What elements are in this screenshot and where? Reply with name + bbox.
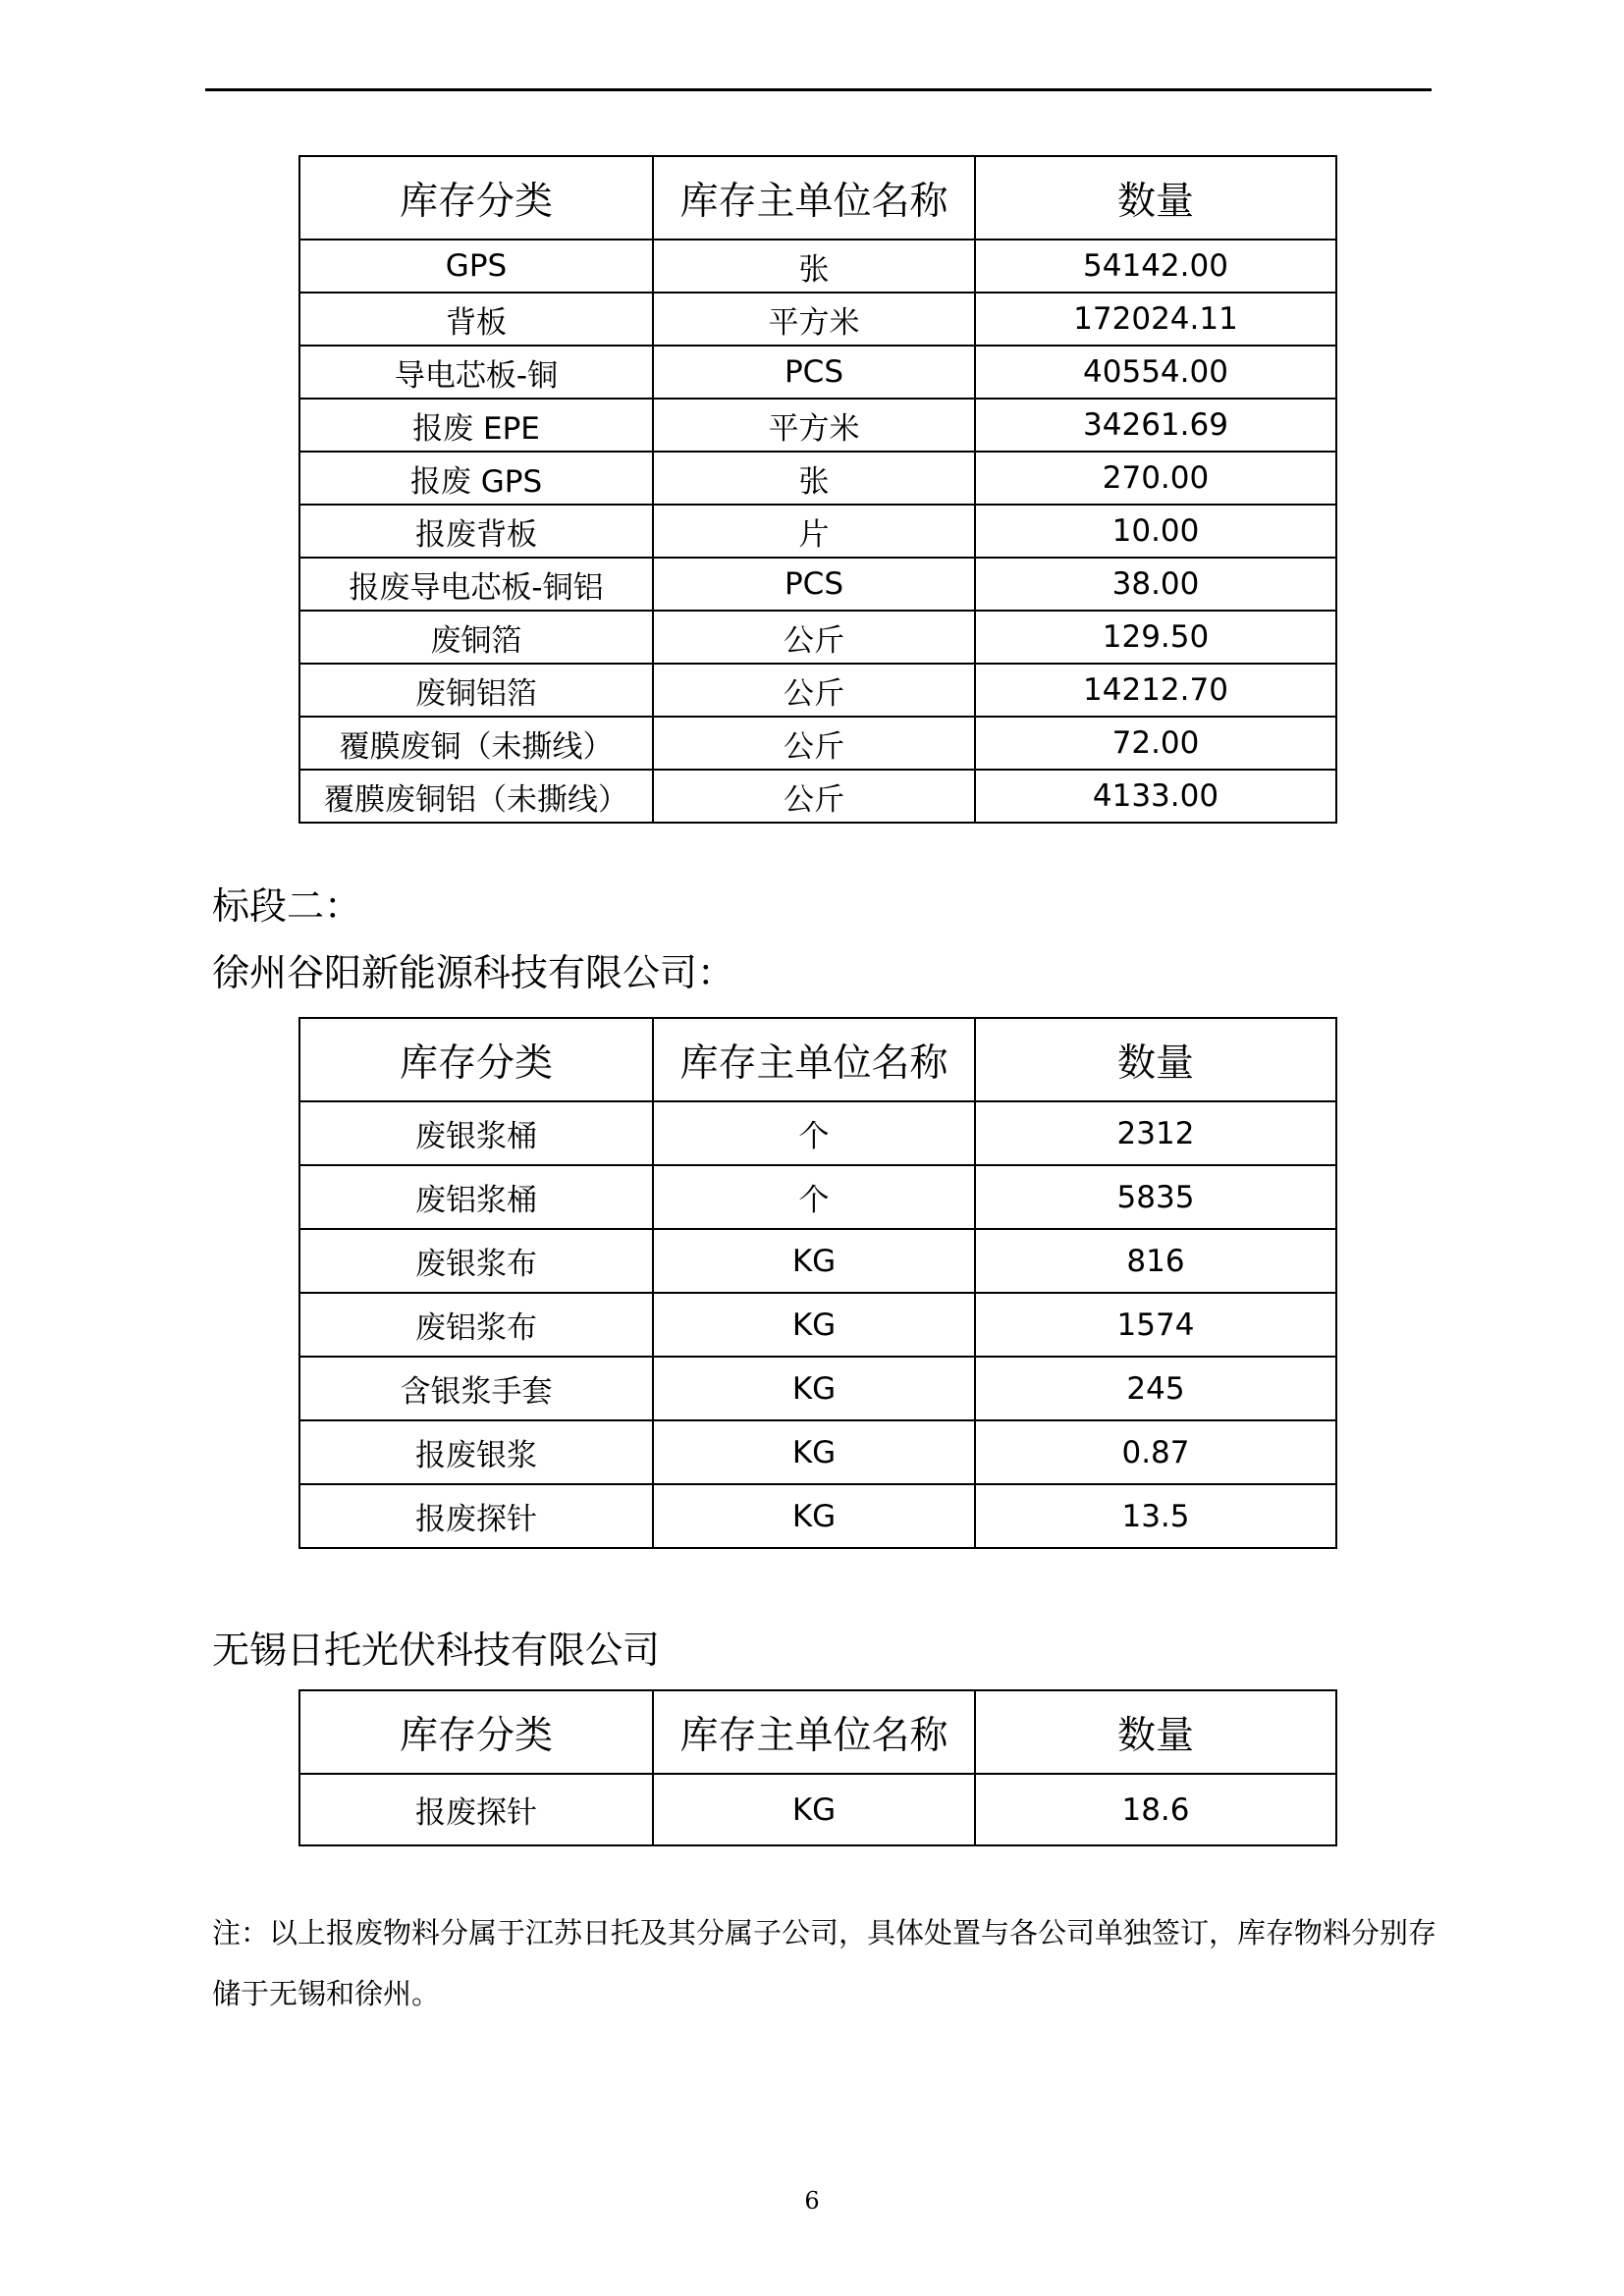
cell-quantity: 172024.11 <box>975 293 1336 346</box>
section-label: 标段二： <box>212 884 362 928</box>
cell-unit: 平方米 <box>653 399 975 452</box>
table-row <box>299 452 1336 505</box>
inventory-table-1 <box>298 155 1337 824</box>
table-row <box>299 399 1336 452</box>
cell-unit: 张 <box>653 240 975 293</box>
cell-category: 报废银浆 <box>299 1420 653 1484</box>
cell-category: 报废探针 <box>299 1484 653 1548</box>
table-row <box>299 1484 1336 1548</box>
cell-category: 含银浆手套 <box>299 1357 653 1420</box>
cell-category: 废银浆桶 <box>299 1101 653 1165</box>
cell-quantity: 14212.70 <box>975 664 1336 717</box>
cell-unit: 公斤 <box>653 664 975 717</box>
cell-unit: KG <box>653 1420 975 1484</box>
cell-unit: PCS <box>653 558 975 611</box>
cell-category: 报废探针 <box>299 1774 653 1845</box>
table-row <box>299 346 1336 399</box>
cell-quantity: 38.00 <box>975 558 1336 611</box>
cell-category: 报废导电芯板-铜铝 <box>299 558 653 611</box>
cell-quantity: 0.87 <box>975 1420 1336 1484</box>
table-row <box>299 1293 1336 1357</box>
cell-category: 废铜箔 <box>299 611 653 664</box>
cell-quantity: 18.6 <box>975 1774 1336 1845</box>
footnote: 注：以上报废物料分属于江苏日托及其分属子公司，具体处置与各公司单独签订，库存物料分别存储于无锡和徐州。 <box>212 1916 1437 2010</box>
cell-quantity: 34261.69 <box>975 399 1336 452</box>
table-body <box>299 1774 1336 1845</box>
cell-category: 背板 <box>299 293 653 346</box>
cell-quantity: 5835 <box>975 1165 1336 1229</box>
cell-unit: 平方米 <box>653 293 975 346</box>
cell-quantity: 4133.00 <box>975 770 1336 823</box>
table-row <box>299 664 1336 717</box>
inventory-table-3 <box>298 1689 1337 1846</box>
table-row <box>299 558 1336 611</box>
table-row <box>299 1774 1336 1845</box>
col-header-quantity: 数量 <box>975 156 1336 240</box>
cell-category: 覆膜废铜铝（未撕线） <box>299 770 653 823</box>
table-row <box>299 717 1336 770</box>
cell-category: 废银浆布 <box>299 1229 653 1293</box>
cell-unit: KG <box>653 1357 975 1420</box>
cell-quantity: 1574 <box>975 1293 1336 1357</box>
cell-quantity: 270.00 <box>975 452 1336 505</box>
table-row <box>299 1357 1336 1420</box>
col-header-quantity: 数量 <box>975 1018 1336 1101</box>
cell-unit: 个 <box>653 1101 975 1165</box>
cell-unit: 个 <box>653 1165 975 1229</box>
inventory-table-2 <box>298 1017 1337 1549</box>
table-row <box>299 611 1336 664</box>
col-header-category: 库存分类 <box>299 1690 653 1774</box>
table-row <box>299 240 1336 293</box>
table-header-row <box>299 1018 1336 1101</box>
cell-unit: KG <box>653 1484 975 1548</box>
cell-quantity: 245 <box>975 1357 1336 1420</box>
table-row <box>299 1420 1336 1484</box>
cell-unit: 片 <box>653 505 975 558</box>
cell-category: 废铜铝箔 <box>299 664 653 717</box>
company-name-xuzhou: 徐州谷阳新能源科技有限公司： <box>212 951 735 994</box>
table-header-row <box>299 1690 1336 1774</box>
col-header-unit: 库存主单位名称 <box>653 1018 975 1101</box>
company-name-wuxi: 无锡日托光伏科技有限公司 <box>212 1629 661 1672</box>
cell-quantity: 13.5 <box>975 1484 1336 1548</box>
cell-unit: KG <box>653 1774 975 1845</box>
cell-unit: PCS <box>653 346 975 399</box>
cell-quantity: 72.00 <box>975 717 1336 770</box>
table-row <box>299 1101 1336 1165</box>
cell-unit: KG <box>653 1293 975 1357</box>
col-header-quantity: 数量 <box>975 1690 1336 1774</box>
cell-quantity: 2312 <box>975 1101 1336 1165</box>
col-header-unit: 库存主单位名称 <box>653 1690 975 1774</box>
cell-unit: KG <box>653 1229 975 1293</box>
col-header-category: 库存分类 <box>299 156 653 240</box>
col-header-category: 库存分类 <box>299 1018 653 1101</box>
table-row <box>299 293 1336 346</box>
table-row <box>299 1165 1336 1229</box>
table-body <box>299 1101 1336 1548</box>
table-row <box>299 1229 1336 1293</box>
cell-category: 报废背板 <box>299 505 653 558</box>
cell-category: 导电芯板-铜 <box>299 346 653 399</box>
cell-unit: 张 <box>653 452 975 505</box>
table-header-row <box>299 156 1336 240</box>
cell-unit: 公斤 <box>653 611 975 664</box>
cell-quantity: 40554.00 <box>975 346 1336 399</box>
page-number: 6 <box>804 2187 820 2215</box>
header-rule <box>205 88 1432 91</box>
cell-category: 覆膜废铜（未撕线） <box>299 717 653 770</box>
cell-category: GPS <box>299 240 653 293</box>
col-header-unit: 库存主单位名称 <box>653 156 975 240</box>
cell-category: 废铝浆桶 <box>299 1165 653 1229</box>
cell-category: 报废 EPE <box>299 399 653 452</box>
cell-unit: 公斤 <box>653 717 975 770</box>
table-row <box>299 770 1336 823</box>
cell-unit: 公斤 <box>653 770 975 823</box>
cell-quantity: 129.50 <box>975 611 1336 664</box>
cell-category: 废铝浆布 <box>299 1293 653 1357</box>
cell-quantity: 54142.00 <box>975 240 1336 293</box>
cell-category: 报废 GPS <box>299 452 653 505</box>
cell-quantity: 10.00 <box>975 505 1336 558</box>
table-body <box>299 240 1336 823</box>
cell-quantity: 816 <box>975 1229 1336 1293</box>
table-row <box>299 505 1336 558</box>
